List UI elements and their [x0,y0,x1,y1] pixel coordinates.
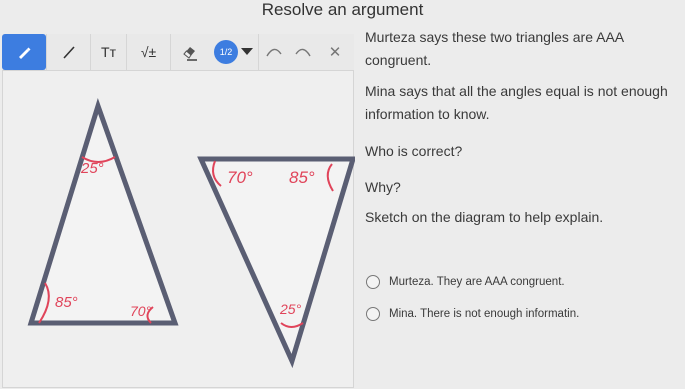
left-triangle [31,106,175,323]
text-icon: Tт [101,44,116,60]
question-line-4: information to know. [365,106,490,122]
question-line-1: Murteza says these two triangles are AAA [365,29,625,45]
undo-icon [265,46,283,58]
left-angle-label-bottom-right: 70° [130,303,152,319]
right-angle-label-bottom: 25° [280,301,302,317]
question-line-2: congruent. [365,52,432,68]
drawing-canvas[interactable] [2,70,354,388]
drawing-toolbar [2,34,354,70]
line-icon [61,44,77,60]
question-line-6: Why? [365,179,401,195]
color-circle-label: 1/2 [219,47,233,57]
line-tool-button[interactable] [46,34,90,70]
question-line-7: Sketch on the diagram to help explain. [365,209,604,225]
question-line-3: Mina says that all the angles equal is not enough [365,83,668,99]
redo-icon [294,46,312,58]
option-label: Mina. There is not enough informatin. [389,308,580,320]
text-tool-button[interactable] [90,34,126,70]
pen-icon [16,44,32,60]
right-angle-label-top-left: 70° [227,168,253,187]
pen-tool-button[interactable] [2,34,46,70]
triangle-diagram [3,71,355,389]
radio-button[interactable] [366,307,380,321]
math-tool-button[interactable] [126,34,170,70]
question-line-5: Who is correct? [365,143,463,159]
radio-button[interactable] [366,275,380,289]
page-title: Resolve an argument [261,0,424,19]
undo-button[interactable] [258,34,288,70]
option-murteza[interactable] [366,275,565,289]
color-dropdown-button[interactable] [238,34,256,70]
right-angle-label-top-right: 85° [289,168,315,187]
redo-button[interactable] [288,34,318,70]
triangle-down-icon [241,48,253,56]
right-triangle [201,159,353,361]
option-mina[interactable] [366,307,579,321]
left-angle-label-bottom-left: 85° [55,294,78,311]
sqrt-icon: √± [140,44,157,60]
clear-button[interactable] [320,34,350,70]
eraser-tool-button[interactable] [170,34,208,70]
color-circle-icon [213,39,239,65]
eraser-icon [181,43,199,61]
option-label: Murteza. They are AAA congruent. [389,276,565,288]
left-angle-label-top: 25° [81,160,104,177]
close-icon: ✕ [328,44,342,61]
